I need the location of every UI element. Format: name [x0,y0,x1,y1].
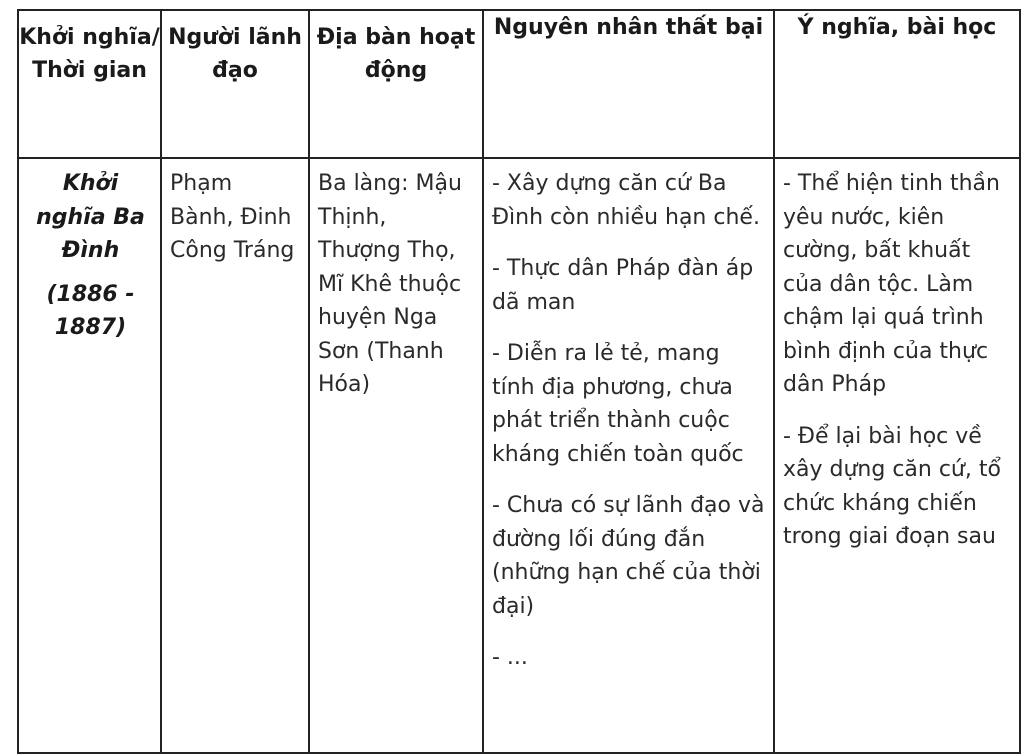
cell-area [309,158,483,753]
cell-failure-causes [483,158,774,753]
history-table [17,9,1021,754]
header-row [18,10,1020,158]
uprising-years: (1886 - 1887) [46,281,135,340]
cell-leaders [161,158,309,753]
cell-significance [774,158,1020,753]
significance-item: - Thể hiện tinh thần yêu nước, kiên cường, bất khuất của dân tộc. Làm chậm lại quá trình bình định của thực dân Pháp [783,171,1000,397]
failure-cause-item: - Chưa có sự lãnh đạo và đường lối đúng đắn (những hạn chế của thời đại) [492,493,765,619]
table-row [18,158,1020,753]
failure-cause-item: - ... [492,645,528,670]
failure-cause-item: - Diễn ra lẻ tẻ, mang tính địa phương, chưa phát triển thành cuộc kháng chiến toàn quốc [492,341,744,467]
cell-uprising [18,158,161,753]
header-uprising-time: Khởi nghĩa/ Thời gian [18,10,161,158]
leaders-text: Phạm Bành, Đinh Công Tráng [170,171,295,263]
area-text: Ba làng: Mậu Thịnh, Thượng Thọ, Mĩ Khê thuộc huyện Nga Sơn (Thanh Hóa) [318,171,462,397]
significance-item: - Để lại bài học về xây dựng căn cứ, tổ chức kháng chiến trong giai đoạn sau [783,423,1001,549]
header-failure-causes: Nguyên nhân thất bại [483,10,774,158]
failure-cause-item: - Thực dân Pháp đàn áp dã man [492,256,754,315]
uprising-name: Khởi nghĩa Ba Đình [36,171,145,263]
header-leaders: Người lãnh đạo [161,10,309,158]
failure-cause-item: - Xây dựng căn cứ Ba Đình còn nhiều hạn chế. [492,171,760,230]
header-significance: Ý nghĩa, bài học [774,10,1020,158]
header-area: Địa bàn hoạt động [309,10,483,158]
